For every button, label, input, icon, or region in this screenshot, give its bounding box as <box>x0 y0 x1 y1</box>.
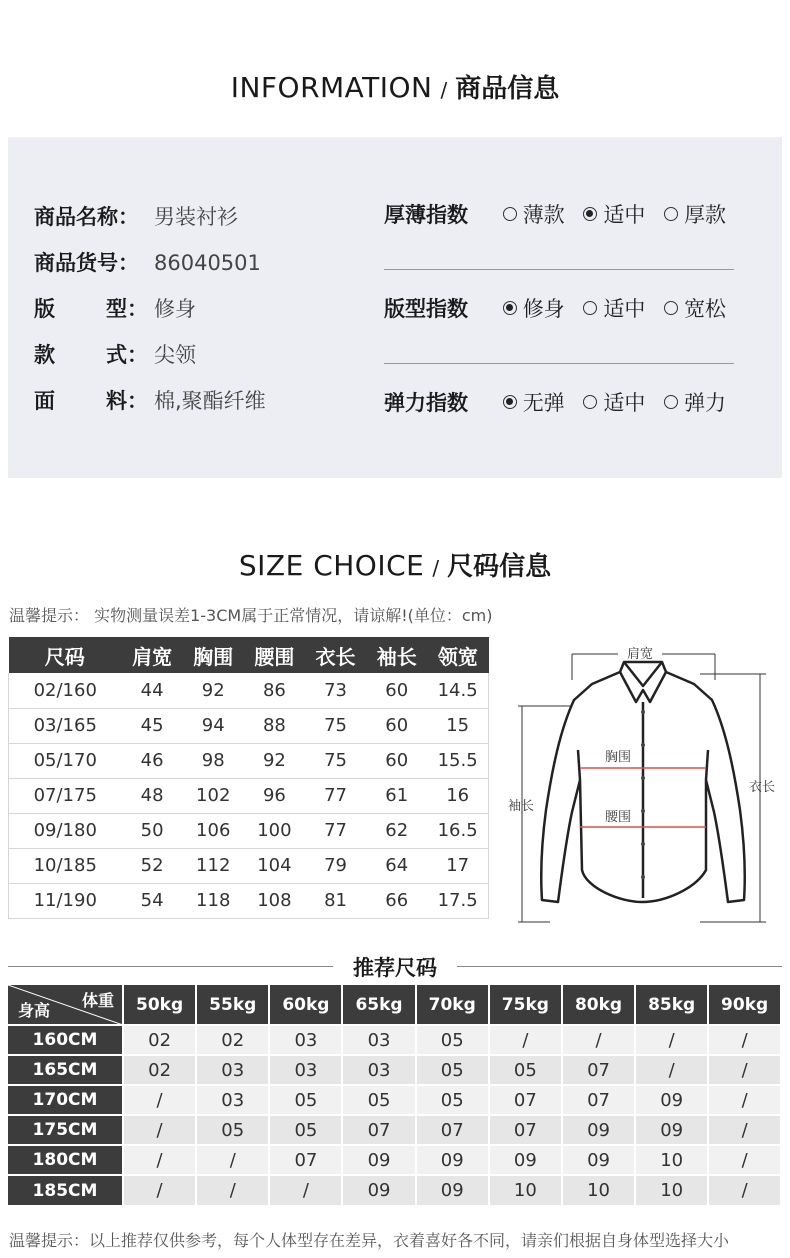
size-value-cell: 14.5 <box>427 673 488 708</box>
recommend-cell: / <box>708 1145 780 1175</box>
radio-icon <box>664 301 678 315</box>
size-value-cell: 75 <box>305 743 366 778</box>
recommend-cell: / <box>123 1175 196 1205</box>
size-table-row <box>9 743 489 778</box>
option-label: 适中 <box>603 297 646 321</box>
size-value-cell: 112 <box>183 848 244 883</box>
information-heading <box>0 68 790 105</box>
recommend-cell: 07 <box>489 1115 562 1145</box>
height-header: 185CM <box>8 1175 123 1205</box>
diagram-label-shoulder: 肩宽 <box>626 647 654 662</box>
recommend-row <box>8 1055 780 1085</box>
recommend-cell: 07 <box>562 1055 635 1085</box>
size-value-cell: 96 <box>244 778 305 813</box>
recommend-cell: / <box>635 1025 708 1055</box>
size-col-header: 腰围 <box>244 637 305 673</box>
size-value-cell: 60 <box>366 673 427 708</box>
recommend-row <box>8 1115 780 1145</box>
weight-header: 85kg <box>635 985 708 1025</box>
size-value-cell: 98 <box>183 743 244 778</box>
size-table-row <box>9 848 489 883</box>
heading-separator: / <box>440 78 448 102</box>
option-label: 弹力 <box>684 391 727 415</box>
stretch-option-medium[interactable] <box>583 387 645 417</box>
thickness-option-thick[interactable] <box>664 199 726 229</box>
radio-icon <box>664 395 678 409</box>
product-fabric-row <box>34 385 266 415</box>
recommend-cell: 05 <box>416 1025 489 1055</box>
recommend-cell: / <box>196 1145 269 1175</box>
size-value-cell: 60 <box>366 708 427 743</box>
radio-checked-icon <box>583 207 597 221</box>
product-name-row <box>34 201 238 231</box>
option-label: 适中 <box>603 203 646 227</box>
size-value-cell: 60 <box>366 743 427 778</box>
size-value-cell: 48 <box>122 778 183 813</box>
product-style-label <box>34 339 154 369</box>
recommend-table <box>8 985 780 1205</box>
weight-header: 50kg <box>123 985 196 1025</box>
size-value-cell: 66 <box>366 883 427 918</box>
corner-header <box>8 985 123 1025</box>
recommend-cell: 05 <box>416 1085 489 1115</box>
recommend-cell: 10 <box>635 1145 708 1175</box>
size-value-cell: 77 <box>305 813 366 848</box>
size-value-cell: 79 <box>305 848 366 883</box>
product-name-value: 男装衬衫 <box>154 205 238 229</box>
recommend-cell: 10 <box>635 1175 708 1205</box>
size-value-cell: 17.5 <box>427 883 488 918</box>
size-table-row <box>9 778 489 813</box>
option-label: 适中 <box>603 391 646 415</box>
product-style-row <box>34 339 196 369</box>
information-heading-en: INFORMATION <box>230 71 433 104</box>
thickness-index-row <box>384 199 738 229</box>
stretch-index-row <box>384 387 738 417</box>
size-code-cell: 03/165 <box>9 708 122 743</box>
size-value-cell: 54 <box>122 883 183 918</box>
recommend-cell: 05 <box>269 1115 342 1145</box>
recommend-cell: 03 <box>269 1055 342 1085</box>
recommend-cell: 05 <box>342 1085 415 1115</box>
product-fabric-label-a: 面 <box>34 389 55 413</box>
divider <box>384 269 734 270</box>
product-sku-row <box>34 247 261 277</box>
size-code-cell: 09/180 <box>9 813 122 848</box>
recommend-cell: 05 <box>489 1055 562 1085</box>
product-fit-label <box>34 293 154 323</box>
product-fit-row <box>34 293 196 323</box>
size-heading <box>0 546 790 583</box>
size-value-cell: 88 <box>244 708 305 743</box>
product-fabric-label-b: 料： <box>106 389 148 413</box>
radio-checked-icon <box>503 395 517 409</box>
product-sku-value: 86040501 <box>154 251 261 275</box>
thickness-index-title: 厚薄指数 <box>384 203 468 227</box>
radio-checked-icon <box>503 301 517 315</box>
fit-index-row <box>384 293 738 323</box>
size-value-cell: 92 <box>183 673 244 708</box>
size-table-header <box>9 637 489 673</box>
weight-header: 55kg <box>196 985 269 1025</box>
recommend-cell: 05 <box>416 1055 489 1085</box>
size-col-header: 尺码 <box>9 637 122 673</box>
size-value-cell: 15 <box>427 708 488 743</box>
recommend-cell: 10 <box>489 1175 562 1205</box>
height-header: 175CM <box>8 1115 123 1145</box>
thickness-option-medium[interactable] <box>583 199 645 229</box>
option-label: 宽松 <box>684 297 727 321</box>
recommend-row <box>8 1085 780 1115</box>
thickness-option-thin[interactable] <box>503 199 565 229</box>
recommend-cell: 07 <box>342 1115 415 1145</box>
size-value-cell: 44 <box>122 673 183 708</box>
recommend-cell: / <box>123 1085 196 1115</box>
size-table-row <box>9 673 489 708</box>
recommend-cell: 09 <box>342 1145 415 1175</box>
size-value-cell: 64 <box>366 848 427 883</box>
size-value-cell: 118 <box>183 883 244 918</box>
size-value-cell: 46 <box>122 743 183 778</box>
size-value-cell: 52 <box>122 848 183 883</box>
weight-header: 80kg <box>562 985 635 1025</box>
size-value-cell: 16 <box>427 778 488 813</box>
size-table-row <box>9 883 489 918</box>
size-value-cell: 100 <box>244 813 305 848</box>
size-heading-cn: 尺码信息 <box>447 552 552 582</box>
recommend-cell: 03 <box>342 1055 415 1085</box>
weight-header: 75kg <box>489 985 562 1025</box>
recommend-cell: 03 <box>269 1025 342 1055</box>
product-fit-label-a: 版 <box>34 297 55 321</box>
stretch-option-none[interactable] <box>503 387 565 417</box>
size-col-header: 领宽 <box>427 637 488 673</box>
option-label: 无弹 <box>522 391 565 415</box>
size-col-header: 衣长 <box>305 637 366 673</box>
recommend-cell: 09 <box>635 1085 708 1115</box>
recommend-cell: 10 <box>562 1175 635 1205</box>
recommend-cell: 09 <box>416 1175 489 1205</box>
recommend-cell: 09 <box>562 1145 635 1175</box>
recommend-cell: 03 <box>196 1055 269 1085</box>
size-value-cell: 62 <box>366 813 427 848</box>
size-value-cell: 104 <box>244 848 305 883</box>
recommend-cell: / <box>196 1175 269 1205</box>
product-style-label-b: 式： <box>106 343 148 367</box>
divider <box>384 363 734 364</box>
recommend-row <box>8 1175 780 1205</box>
recommend-cell: 09 <box>342 1175 415 1205</box>
size-value-cell: 50 <box>122 813 183 848</box>
option-label: 修身 <box>522 297 565 321</box>
recommend-cell: 09 <box>635 1115 708 1145</box>
size-value-cell: 15.5 <box>427 743 488 778</box>
recommend-cell: 02 <box>123 1055 196 1085</box>
size-code-cell: 05/170 <box>9 743 122 778</box>
product-sku-label: 商品货号： <box>34 251 139 275</box>
stretch-index-title: 弹力指数 <box>384 391 468 415</box>
fit-option-slim[interactable] <box>503 293 565 323</box>
product-style-label-a: 款 <box>34 343 55 367</box>
recommend-row <box>8 1025 780 1055</box>
size-value-cell: 75 <box>305 708 366 743</box>
fit-option-regular[interactable] <box>583 293 645 323</box>
recommend-cell: / <box>269 1175 342 1205</box>
size-value-cell: 17 <box>427 848 488 883</box>
size-value-cell: 108 <box>244 883 305 918</box>
recommend-cell: 07 <box>562 1085 635 1115</box>
product-fit-value: 修身 <box>154 297 196 321</box>
recommend-title-bar <box>8 952 782 980</box>
radio-icon <box>583 395 597 409</box>
size-code-cell: 10/185 <box>9 848 122 883</box>
size-value-cell: 86 <box>244 673 305 708</box>
recommend-cell: 02 <box>196 1025 269 1055</box>
radio-icon <box>503 207 517 221</box>
recommend-cell: 07 <box>489 1085 562 1115</box>
product-name-label: 商品名称： <box>34 205 139 229</box>
recommend-cell: 03 <box>196 1085 269 1115</box>
recommend-cell: / <box>562 1025 635 1055</box>
recommend-cell: 05 <box>269 1085 342 1115</box>
recommend-table-header <box>8 985 780 1025</box>
recommend-cell: / <box>708 1115 780 1145</box>
size-code-cell: 02/160 <box>9 673 122 708</box>
fit-index-title: 版型指数 <box>384 297 468 321</box>
size-value-cell: 94 <box>183 708 244 743</box>
size-value-cell: 106 <box>183 813 244 848</box>
size-value-cell: 45 <box>122 708 183 743</box>
option-label: 厚款 <box>684 203 727 227</box>
product-info-panel <box>8 137 782 478</box>
weight-header: 65kg <box>342 985 415 1025</box>
size-tip: 温馨提示： 实物测量误差1-3CM属于正常情况，请谅解!(单位：cm) <box>9 606 493 625</box>
size-code-cell: 11/190 <box>9 883 122 918</box>
recommend-cell: 09 <box>416 1145 489 1175</box>
size-value-cell: 102 <box>183 778 244 813</box>
size-col-header: 肩宽 <box>122 637 183 673</box>
size-value-cell: 81 <box>305 883 366 918</box>
recommend-cell: 09 <box>562 1115 635 1145</box>
size-heading-en: SIZE CHOICE <box>238 549 425 582</box>
recommend-cell: 07 <box>416 1115 489 1145</box>
recommend-cell: / <box>708 1055 780 1085</box>
shirt-measurement-diagram <box>500 640 782 930</box>
size-table-row <box>9 813 489 848</box>
diagram-label-waist: 腰围 <box>604 810 632 825</box>
recommend-cell: 09 <box>489 1145 562 1175</box>
recommend-cell: 05 <box>196 1115 269 1145</box>
size-table-row <box>9 708 489 743</box>
corner-height-label: 身高 <box>18 1001 51 1020</box>
weight-header: 70kg <box>416 985 489 1025</box>
recommend-cell: / <box>489 1025 562 1055</box>
recommend-cell: / <box>708 1175 780 1205</box>
recommend-cell: 07 <box>269 1145 342 1175</box>
radio-icon <box>664 207 678 221</box>
product-style-value: 尖领 <box>154 343 196 367</box>
product-fabric-value: 棉,聚酯纤维 <box>154 389 266 413</box>
size-value-cell: 77 <box>305 778 366 813</box>
recommend-cell: / <box>708 1025 780 1055</box>
size-code-cell: 07/175 <box>9 778 122 813</box>
heading-separator: / <box>432 556 440 580</box>
product-fit-label-b: 型： <box>106 297 148 321</box>
height-header: 180CM <box>8 1145 123 1175</box>
radio-icon <box>583 301 597 315</box>
information-heading-cn: 商品信息 <box>455 74 560 104</box>
option-label: 薄款 <box>522 203 565 227</box>
size-col-header: 胸围 <box>183 637 244 673</box>
size-col-header: 袖长 <box>366 637 427 673</box>
size-value-cell: 73 <box>305 673 366 708</box>
size-value-cell: 92 <box>244 743 305 778</box>
stretch-option-stretch[interactable] <box>664 387 726 417</box>
size-value-cell: 61 <box>366 778 427 813</box>
diagram-label-sleeve: 袖长 <box>507 799 535 814</box>
product-fabric-label <box>34 385 154 415</box>
diagram-label-chest: 胸围 <box>604 750 632 765</box>
corner-weight-label: 体重 <box>81 991 114 1010</box>
recommend-cell: / <box>123 1115 196 1145</box>
recommend-title: 推荐尺码 <box>353 956 437 980</box>
recommend-cell: / <box>635 1055 708 1085</box>
weight-header: 90kg <box>708 985 780 1025</box>
recommend-cell: 03 <box>342 1025 415 1055</box>
diagram-label-length: 衣长 <box>748 780 776 795</box>
weight-header: 60kg <box>269 985 342 1025</box>
size-table <box>8 637 489 919</box>
height-header: 170CM <box>8 1085 123 1115</box>
recommend-row <box>8 1145 780 1175</box>
recommend-cell: / <box>708 1085 780 1115</box>
recommend-tip: 温馨提示：以上推荐仅供参考，每个人体型存在差异，衣着喜好各不同，请亲们根据自身体型选择大小 <box>9 1231 730 1250</box>
fit-option-loose[interactable] <box>664 293 726 323</box>
recommend-cell: 02 <box>123 1025 196 1055</box>
height-header: 160CM <box>8 1025 123 1055</box>
recommend-cell: / <box>123 1145 196 1175</box>
height-header: 165CM <box>8 1055 123 1085</box>
size-value-cell: 16.5 <box>427 813 488 848</box>
